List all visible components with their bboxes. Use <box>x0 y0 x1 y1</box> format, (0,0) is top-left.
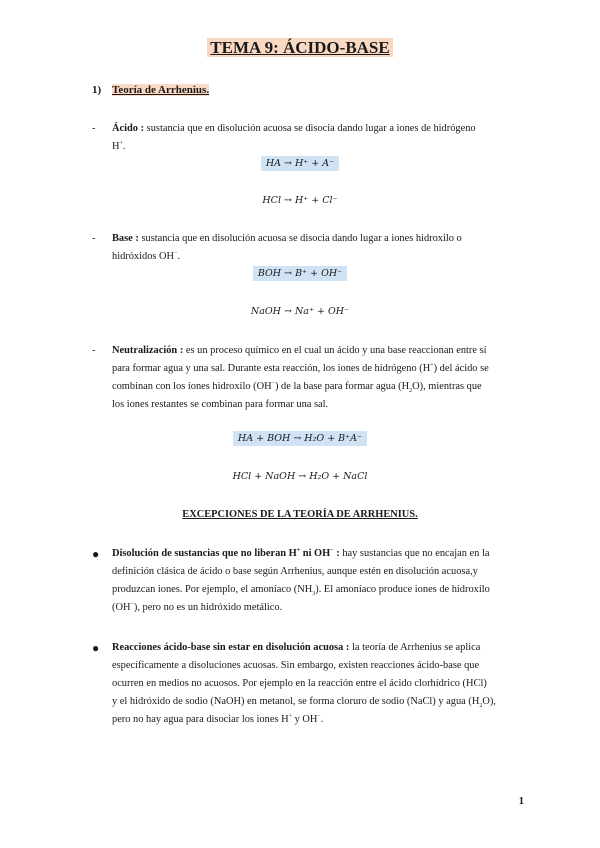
exception-item: ● Disolución de sustancias que no liberan H+ ni OH− : hay sustancias que no encajan en la definición clásica de ácido o base según Arrhenius, aunque estén en disolución acuosa,y produzcan iones. Por ejemplo, el amoníaco $(NH_3)$. El amoníaco produce iones de hidroxilo (OH−), pero no es un hidróxido metálico. <box>92 547 490 613</box>
exception-item: ● Reacciones ácido-base sin estar en disolución acuosa : la teoría de Arrhenius se aplica específicamente a disoluciones acuosas. Sin embargo, existen reacciones ácido-base que ocurren en medios no acuosos. Por ejemplo en la reacción entre el ácido clorhídrico (HCl) y el hidróxido de sodio (NaOH) en metanol, se forma cloruro de sodio (NaCl) y agua $(H_2O)$, pero no hay agua para disociar los iones H+ y OH−. <box>92 641 496 725</box>
bullet-icon: ● <box>92 547 100 561</box>
section-heading: 1) Teoría de Arrhenius. <box>92 84 210 96</box>
page-number: 1 <box>518 796 524 807</box>
acido-definition: - Ácido : sustancia que en disolución acuosa se disocia dando lugar a iones de hidrógeno H+. <box>92 123 476 152</box>
equation: HA → H⁺ + A⁻ <box>0 158 600 169</box>
equation: NaOH → Na⁺ + OH⁻ <box>250 306 350 317</box>
equation: HA + BOH → H₂O + B⁺A⁻ <box>0 433 600 444</box>
neutralizacion-definition: - Neutralización : es un proceso químico en el cual un ácido y una base reaccionan entre sí para formar agua y una sal. Durante esta reacción, los iones de hidrógeno (H+) del ácido se combinan con los iones hidroxilo (OH−) de la base para formar agua $(H_2O)$, mientras que los iones restantes se combinan para formar una sal. <box>92 345 489 410</box>
bullet-icon: ● <box>92 641 100 655</box>
base-definition: - Base : sustancia que en disolución acuosa se disocia dando lugar a iones hidroxilo o hidróxidos OH−. <box>92 233 462 262</box>
page-title: TEMA 9: ÁCIDO-BASE <box>0 38 600 58</box>
equation: HCl + NaOH → H₂O + NaCl <box>232 471 368 482</box>
section-subtitle: EXCEPCIONES DE LA TEORÍA DE ARRHENIUS. <box>182 509 418 520</box>
equation: BOH → B⁺ + OH⁻ <box>0 268 600 279</box>
equation: HCl → H⁺ + Cl⁻ <box>262 195 338 206</box>
